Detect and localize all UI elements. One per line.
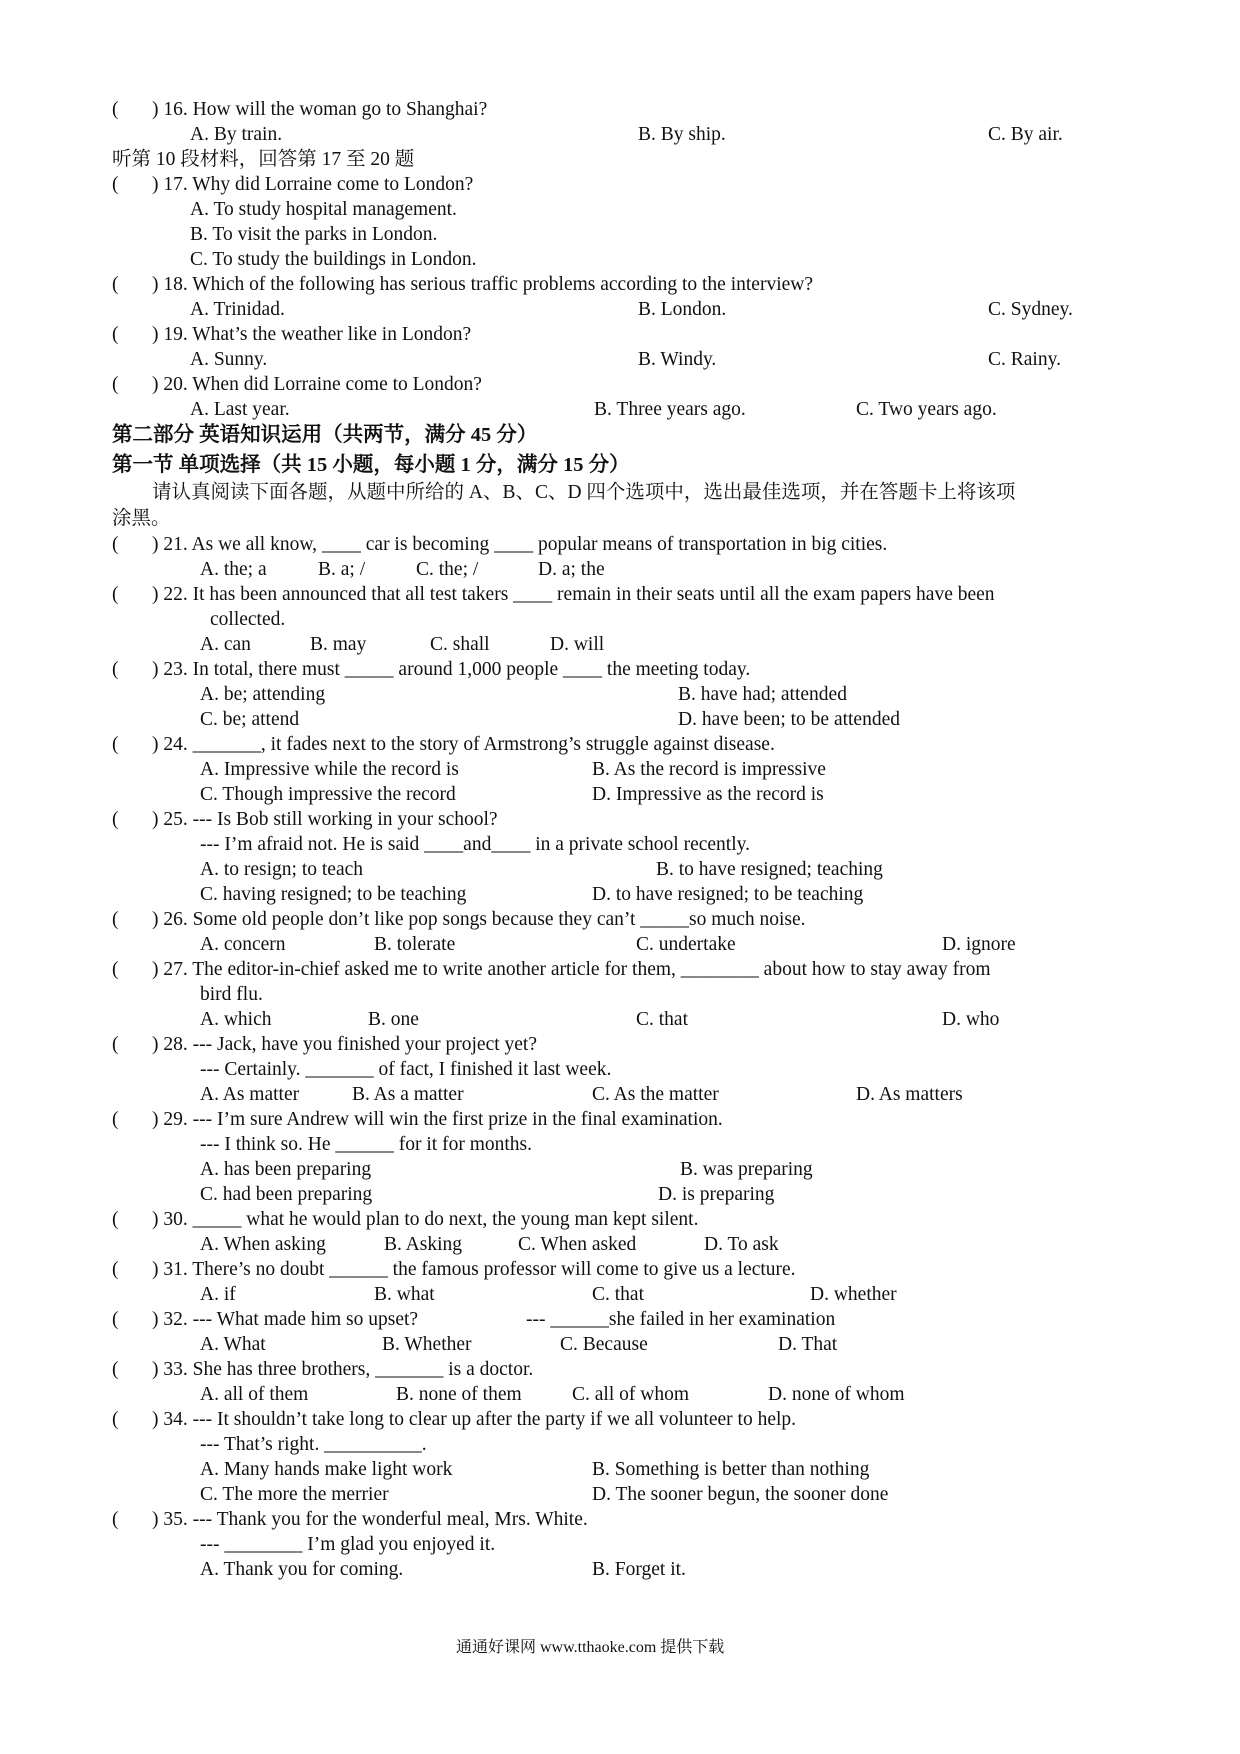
option-16a: A. By train. (190, 124, 283, 145)
question-30: ) 30. _____ what he would plan to do next, the young man kept silent. (152, 1209, 699, 1230)
option-30b: B. Asking (384, 1234, 463, 1255)
option-31d: D. whether (810, 1284, 897, 1305)
answer-paren: ( (112, 1359, 119, 1380)
option-21a: A. the; a (200, 559, 267, 580)
option-24d: D. Impressive as the record is (592, 784, 824, 805)
option-25c: C. having resigned; to be teaching (200, 884, 467, 905)
option-31a: A. if (200, 1284, 236, 1305)
answer-paren: ( (112, 584, 119, 605)
option-27b: B. one (368, 1009, 419, 1030)
option-32c: C. Because (560, 1334, 648, 1355)
question-34-reply: --- That’s right. __________. (200, 1434, 427, 1455)
option-34c: C. The more the merrier (200, 1484, 389, 1505)
option-32b: B. Whether (382, 1334, 472, 1355)
answer-paren: ( (112, 324, 119, 345)
question-20: ) 20. When did Lorraine come to London? (152, 374, 482, 395)
option-26a: A. concern (200, 934, 286, 955)
option-26d: D. ignore (942, 934, 1016, 955)
question-34: ) 34. --- It shouldn’t take long to clear up after the party if we all volunteer to help. (152, 1409, 797, 1430)
option-20b: B. Three years ago. (594, 399, 746, 420)
answer-paren: ( (112, 1209, 119, 1230)
option-22c: C. shall (430, 634, 490, 655)
option-24c: C. Though impressive the record (200, 784, 456, 805)
option-33a: A. all of them (200, 1384, 309, 1405)
option-29a: A. has been preparing (200, 1159, 372, 1180)
option-18a: A. Trinidad. (190, 299, 285, 320)
question-18: ) 18. Which of the following has serious traffic problems according to the interview? (152, 274, 814, 295)
option-16b: B. By ship. (638, 124, 726, 145)
answer-paren: ( (112, 1309, 119, 1330)
question-25-reply: --- I’m afraid not. He is said ____and____ in a private school recently. (200, 834, 750, 855)
option-30d: D. To ask (704, 1234, 779, 1255)
option-33d: D. none of whom (768, 1384, 905, 1405)
option-31b: B. what (374, 1284, 435, 1305)
option-35b: B. Forget it. (592, 1559, 686, 1580)
option-20a: A. Last year. (190, 399, 290, 420)
option-29d: D. is preparing (658, 1184, 775, 1205)
option-31c: C. that (592, 1284, 644, 1305)
option-18c: C. Sydney. (988, 299, 1073, 320)
option-21c: C. the; / (416, 559, 479, 580)
option-26c: C. undertake (636, 934, 736, 955)
option-30a: A. When asking (200, 1234, 326, 1255)
question-22: ) 22. It has been announced that all test takers ____ remain in their seats until all the exam papers have been (152, 584, 995, 605)
option-22d: D. will (550, 634, 605, 655)
answer-paren: ( (112, 1409, 119, 1430)
option-29c: C. had been preparing (200, 1184, 373, 1205)
option-20c: C. Two years ago. (856, 399, 997, 420)
option-19a: A. Sunny. (190, 349, 268, 370)
question-31: ) 31. There’s no doubt ______ the famous professor will come to give us a lecture. (152, 1259, 796, 1280)
part-2-title: 第二部分 英语知识运用（共两节，满分 45 分） (112, 424, 538, 446)
answer-paren: ( (112, 1034, 119, 1055)
option-19c: C. Rainy. (988, 349, 1061, 370)
question-35: ) 35. --- Thank you for the wonderful meal, Mrs. White. (152, 1509, 588, 1530)
option-24b: B. As the record is impressive (592, 759, 826, 780)
option-17b: B. To visit the parks in London. (190, 224, 438, 245)
question-27: ) 27. The editor-in-chief asked me to write another article for them, ________ about how to stay away from (152, 959, 991, 980)
answer-paren: ( (112, 174, 119, 195)
option-19b: B. Windy. (638, 349, 717, 370)
option-34a: A. Many hands make light work (200, 1459, 453, 1480)
question-26: ) 26. Some old people don’t like pop songs because they can’t _____so much noise. (152, 909, 806, 930)
answer-paren: ( (112, 274, 119, 295)
answer-paren: ( (112, 734, 119, 755)
option-28b: B. As a matter (352, 1084, 464, 1105)
option-32d: D. That (778, 1334, 838, 1355)
option-21b: B. a; / (318, 559, 366, 580)
option-18b: B. London. (638, 299, 727, 320)
option-25d: D. to have resigned; to be teaching (592, 884, 864, 905)
answer-paren: ( (112, 99, 119, 120)
option-29b: B. was preparing (680, 1159, 813, 1180)
question-35-reply: --- ________ I’m glad you enjoyed it. (200, 1534, 496, 1555)
option-26b: B. tolerate (374, 934, 456, 955)
answer-paren: ( (112, 1509, 119, 1530)
question-24: ) 24. _______, it fades next to the story of Armstrong’s struggle against disease. (152, 734, 775, 755)
answer-paren: ( (112, 1109, 119, 1130)
question-22-cont: collected. (210, 609, 286, 630)
question-17: ) 17. Why did Lorraine come to London? (152, 174, 474, 195)
section-10-heading: 听第 10 段材料，回答第 17 至 20 题 (112, 149, 415, 170)
option-16c: C. By air. (988, 124, 1063, 145)
question-29: ) 29. --- I’m sure Andrew will win the first prize in the final examination. (152, 1109, 723, 1130)
question-21: ) 21. As we all know, ____ car is becoming ____ popular means of transportation in big cities. (152, 534, 888, 555)
option-22a: A. can (200, 634, 251, 655)
answer-paren: ( (112, 1259, 119, 1280)
question-33: ) 33. She has three brothers, _______ is a doctor. (152, 1359, 534, 1380)
option-17c: C. To study the buildings in London. (190, 249, 477, 270)
option-23a: A. be; attending (200, 684, 326, 705)
option-23c: C. be; attend (200, 709, 300, 730)
option-30c: C. When asked (518, 1234, 637, 1255)
option-33c: C. all of whom (572, 1384, 689, 1405)
option-27d: D. who (942, 1009, 1000, 1030)
question-16: ) 16. How will the woman go to Shanghai? (152, 99, 488, 120)
answer-paren: ( (112, 959, 119, 980)
question-29-reply: --- I think so. He ______ for it for months. (200, 1134, 532, 1155)
option-22b: B. may (310, 634, 367, 655)
instructions-line-1: 请认真阅读下面各题，从题中所给的 A、B、C、D 四个选项中，选出最佳选项，并在答题卡上将该项 (152, 482, 1016, 503)
option-35a: A. Thank you for coming. (200, 1559, 404, 1580)
option-27c: C. that (636, 1009, 688, 1030)
question-28-reply: --- Certainly. _______ of fact, I finished it last week. (200, 1059, 612, 1080)
option-24a: A. Impressive while the record is (200, 759, 459, 780)
option-28c: C. As the matter (592, 1084, 719, 1105)
question-25: ) 25. --- Is Bob still working in your school? (152, 809, 498, 830)
question-28: ) 28. --- Jack, have you finished your project yet? (152, 1034, 537, 1055)
option-28d: D. As matters (856, 1084, 963, 1105)
question-32: ) 32. --- What made him so upset? (152, 1309, 419, 1330)
footer-watermark: 通通好课网 www.tthaoke.com 提供下载 (456, 1639, 725, 1656)
option-33b: B. none of them (396, 1384, 522, 1405)
option-25a: A. to resign; to teach (200, 859, 363, 880)
option-32a: A. What (200, 1334, 266, 1355)
option-21d: D. a; the (538, 559, 605, 580)
question-23: ) 23. In total, there must _____ around 1,000 people ____ the meeting today. (152, 659, 751, 680)
question-32-reply: --- ______she failed in her examination (526, 1309, 836, 1330)
option-34b: B. Something is better than nothing (592, 1459, 870, 1480)
option-23b: B. have had; attended (678, 684, 847, 705)
question-19: ) 19. What’s the weather like in London? (152, 324, 472, 345)
question-27-cont: bird flu. (200, 984, 263, 1005)
instructions-line-2: 涂黑。 (112, 508, 171, 529)
option-34d: D. The sooner begun, the sooner done (592, 1484, 889, 1505)
answer-paren: ( (112, 374, 119, 395)
answer-paren: ( (112, 659, 119, 680)
option-28a: A. As matter (200, 1084, 300, 1105)
option-23d: D. have been; to be attended (678, 709, 900, 730)
answer-paren: ( (112, 809, 119, 830)
section-1-title: 第一节 单项选择（共 15 小题，每小题 1 分，满分 15 分） (112, 454, 630, 476)
option-25b: B. to have resigned; teaching (656, 859, 883, 880)
option-17a: A. To study hospital management. (190, 199, 457, 220)
answer-paren: ( (112, 534, 119, 555)
answer-paren: ( (112, 909, 119, 930)
option-27a: A. which (200, 1009, 272, 1030)
